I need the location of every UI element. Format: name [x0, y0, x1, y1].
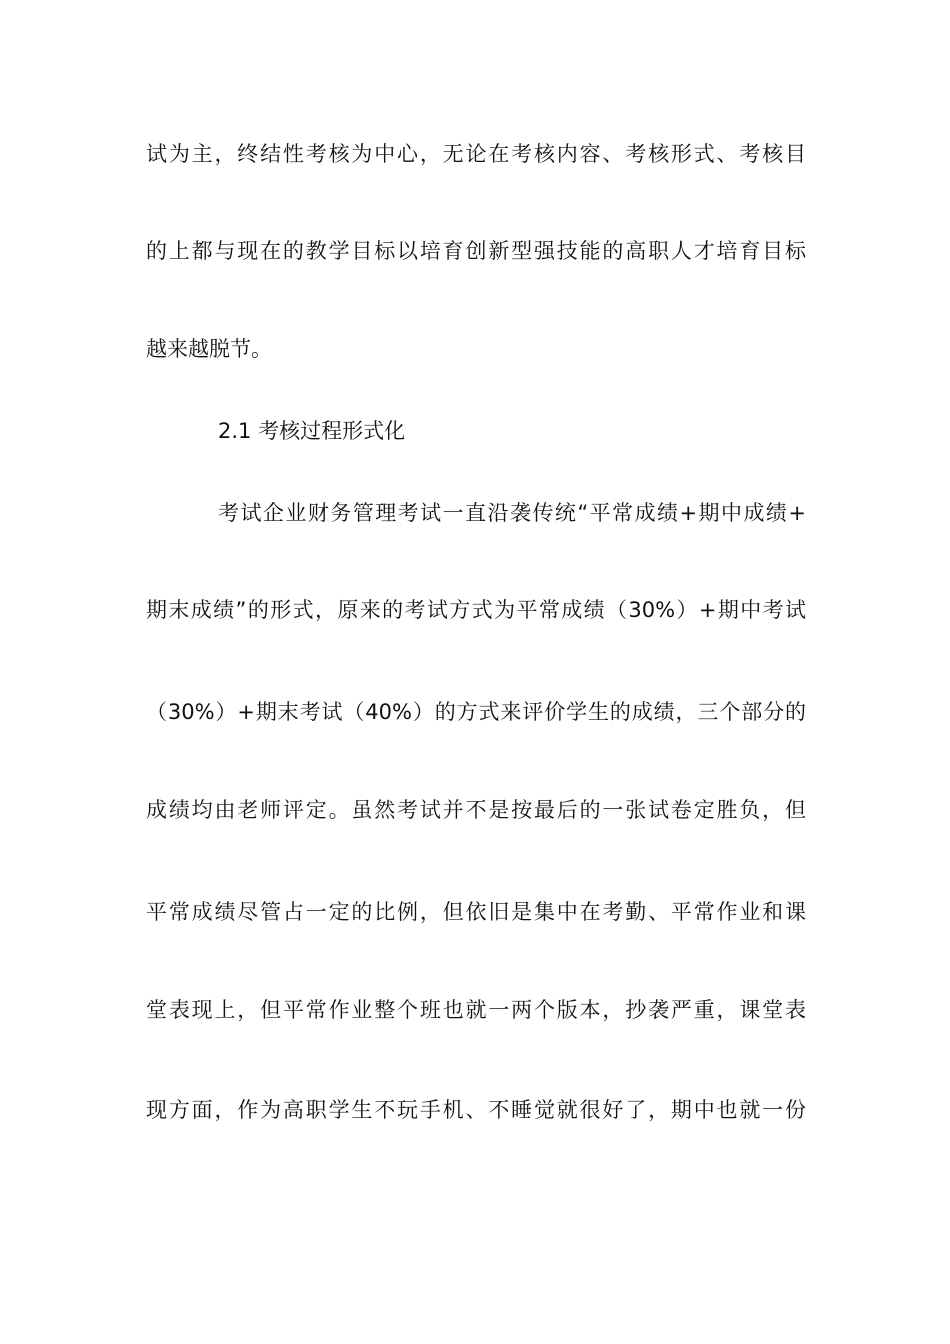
paragraph-line: 考试企业财务管理考试一直沿袭传统“平常成绩+期中成绩+	[218, 501, 806, 525]
paragraph-line: 的上都与现在的教学目标以培育创新型强技能的高职人才培育目标	[146, 239, 806, 263]
paragraph-line: （30%）+期末考试（40%）的方式来评价学生的成绩，三个部分的	[146, 700, 806, 724]
paragraph-line: 平常成绩尽管占一定的比例，但依旧是集中在考勤、平常作业和课	[146, 900, 806, 924]
paragraph-line: 越来越脱节。	[146, 337, 272, 361]
paragraph-line: 现方面，作为高职学生不玩手机、不睡觉就很好了，期中也就一份	[146, 1098, 806, 1122]
paragraph-line: 成绩均由老师评定。虽然考试并不是按最后的一张试卷定胜负，但	[146, 798, 806, 822]
paragraph-line: 试为主，终结性考核为中心，无论在考核内容、考核形式、考核目	[146, 142, 806, 166]
paragraph-line: 堂表现上，但平常作业整个班也就一两个版本，抄袭严重，课堂表	[146, 998, 806, 1022]
paragraph-line: 期末成绩”的形式，原来的考试方式为平常成绩（30%）+期中考试	[146, 598, 806, 622]
section-heading: 2.1 考核过程形式化	[218, 419, 406, 443]
